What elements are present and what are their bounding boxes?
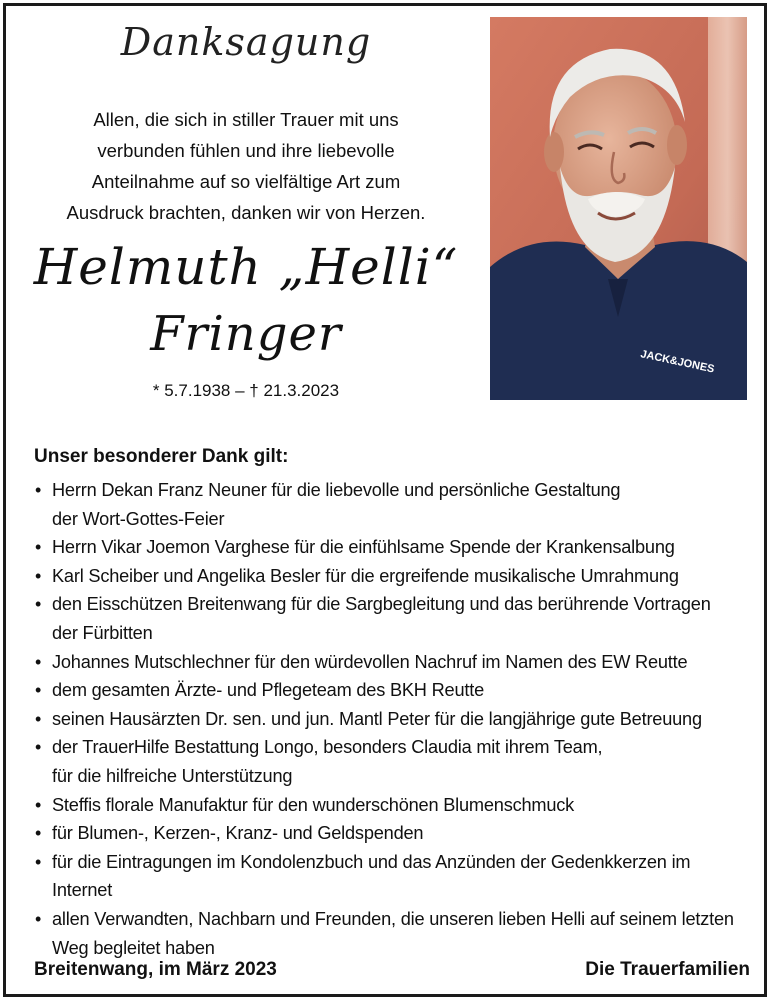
bullet: •	[35, 537, 42, 558]
list-item: • den Eisschützen Breitenwang für die Sargbegleitung und das berührende Vortragen der Fürbitten	[32, 590, 752, 647]
place-date: Breitenwang, im März 2023	[34, 959, 277, 980]
bullet: •	[35, 651, 42, 672]
intro-line: Allen, die sich in stiller Trauer mit uns	[93, 109, 399, 130]
bullet: •	[35, 708, 42, 729]
bullet: •	[35, 565, 42, 586]
intro-text	[26, 104, 466, 228]
list-item: • für Blumen-, Kerzen-, Kranz- und Geldspenden	[32, 819, 752, 848]
bullet: •	[35, 823, 42, 844]
list-item: • Steffis florale Manufaktur für den wunderschönen Blumenschmuck	[32, 791, 752, 820]
intro-line: verbunden fühlen und ihre liebevolle	[97, 140, 395, 161]
list-item: • dem gesamten Ärzte- und Pflegeteam des BKH Reutte	[32, 676, 752, 705]
list-item: • Herrn Vikar Joemon Varghese für die einfühlsame Spende der Krankensalbung	[32, 533, 752, 562]
list-item: • Karl Scheiber und Angelika Besler für die ergreifende musikalische Umrahmung	[32, 562, 752, 591]
intro-line: Ausdruck brachten, danken wir von Herzen.	[66, 202, 426, 223]
shirt-logo: JACK&JONES	[639, 348, 716, 376]
bullet: •	[35, 680, 42, 701]
life-dates: * 5.7.1938 – † 21.3.2023	[152, 381, 340, 400]
thanks-list	[32, 476, 752, 962]
list-item: • Herrn Dekan Franz Neuner für die liebevolle und persönliche Gestaltung der Wort-Gottes-Feier	[32, 476, 752, 533]
list-item: • allen Verwandten, Nachbarn und Freunden, die unseren lieben Helli auf seinem letzten Weg begleitet haben	[32, 905, 752, 962]
list-item: • seinen Hausärzten Dr. sen. und jun. Mantl Peter für die langjährige gute Betreuung	[32, 705, 752, 734]
bullet: •	[35, 737, 42, 758]
bullet: •	[35, 908, 42, 929]
deceased-name-last: Fringer	[150, 306, 342, 362]
bullet: •	[35, 851, 42, 872]
bullet: •	[35, 480, 42, 500]
portrait-illustration	[490, 17, 747, 400]
thanks-title: Unser besonderer Dank gilt:	[34, 446, 289, 467]
portrait-photo	[490, 17, 747, 400]
deceased-name-first: Helmuth „Helli“	[33, 238, 459, 296]
list-item: • für die Eintragungen im Kondolenzbuch und das Anzünden der Gedenkkerzen im Internet	[32, 848, 752, 905]
bullet: •	[35, 594, 42, 615]
list-item: • der TrauerHilfe Bestattung Longo, besonders Claudia mit ihrem Team, für die hilfreiche Unterstützung	[32, 733, 752, 790]
list-item: • Johannes Mutschlechner für den würdevollen Nachruf im Namen des EW Reutte	[32, 648, 752, 677]
intro-line: Anteilnahme auf so vielfältige Art zum	[91, 171, 401, 192]
bullet: •	[35, 794, 42, 815]
obituary-card	[3, 3, 767, 997]
heading: Danksagung	[120, 20, 372, 64]
signature-families: Die Trauerfamilien	[585, 959, 750, 980]
